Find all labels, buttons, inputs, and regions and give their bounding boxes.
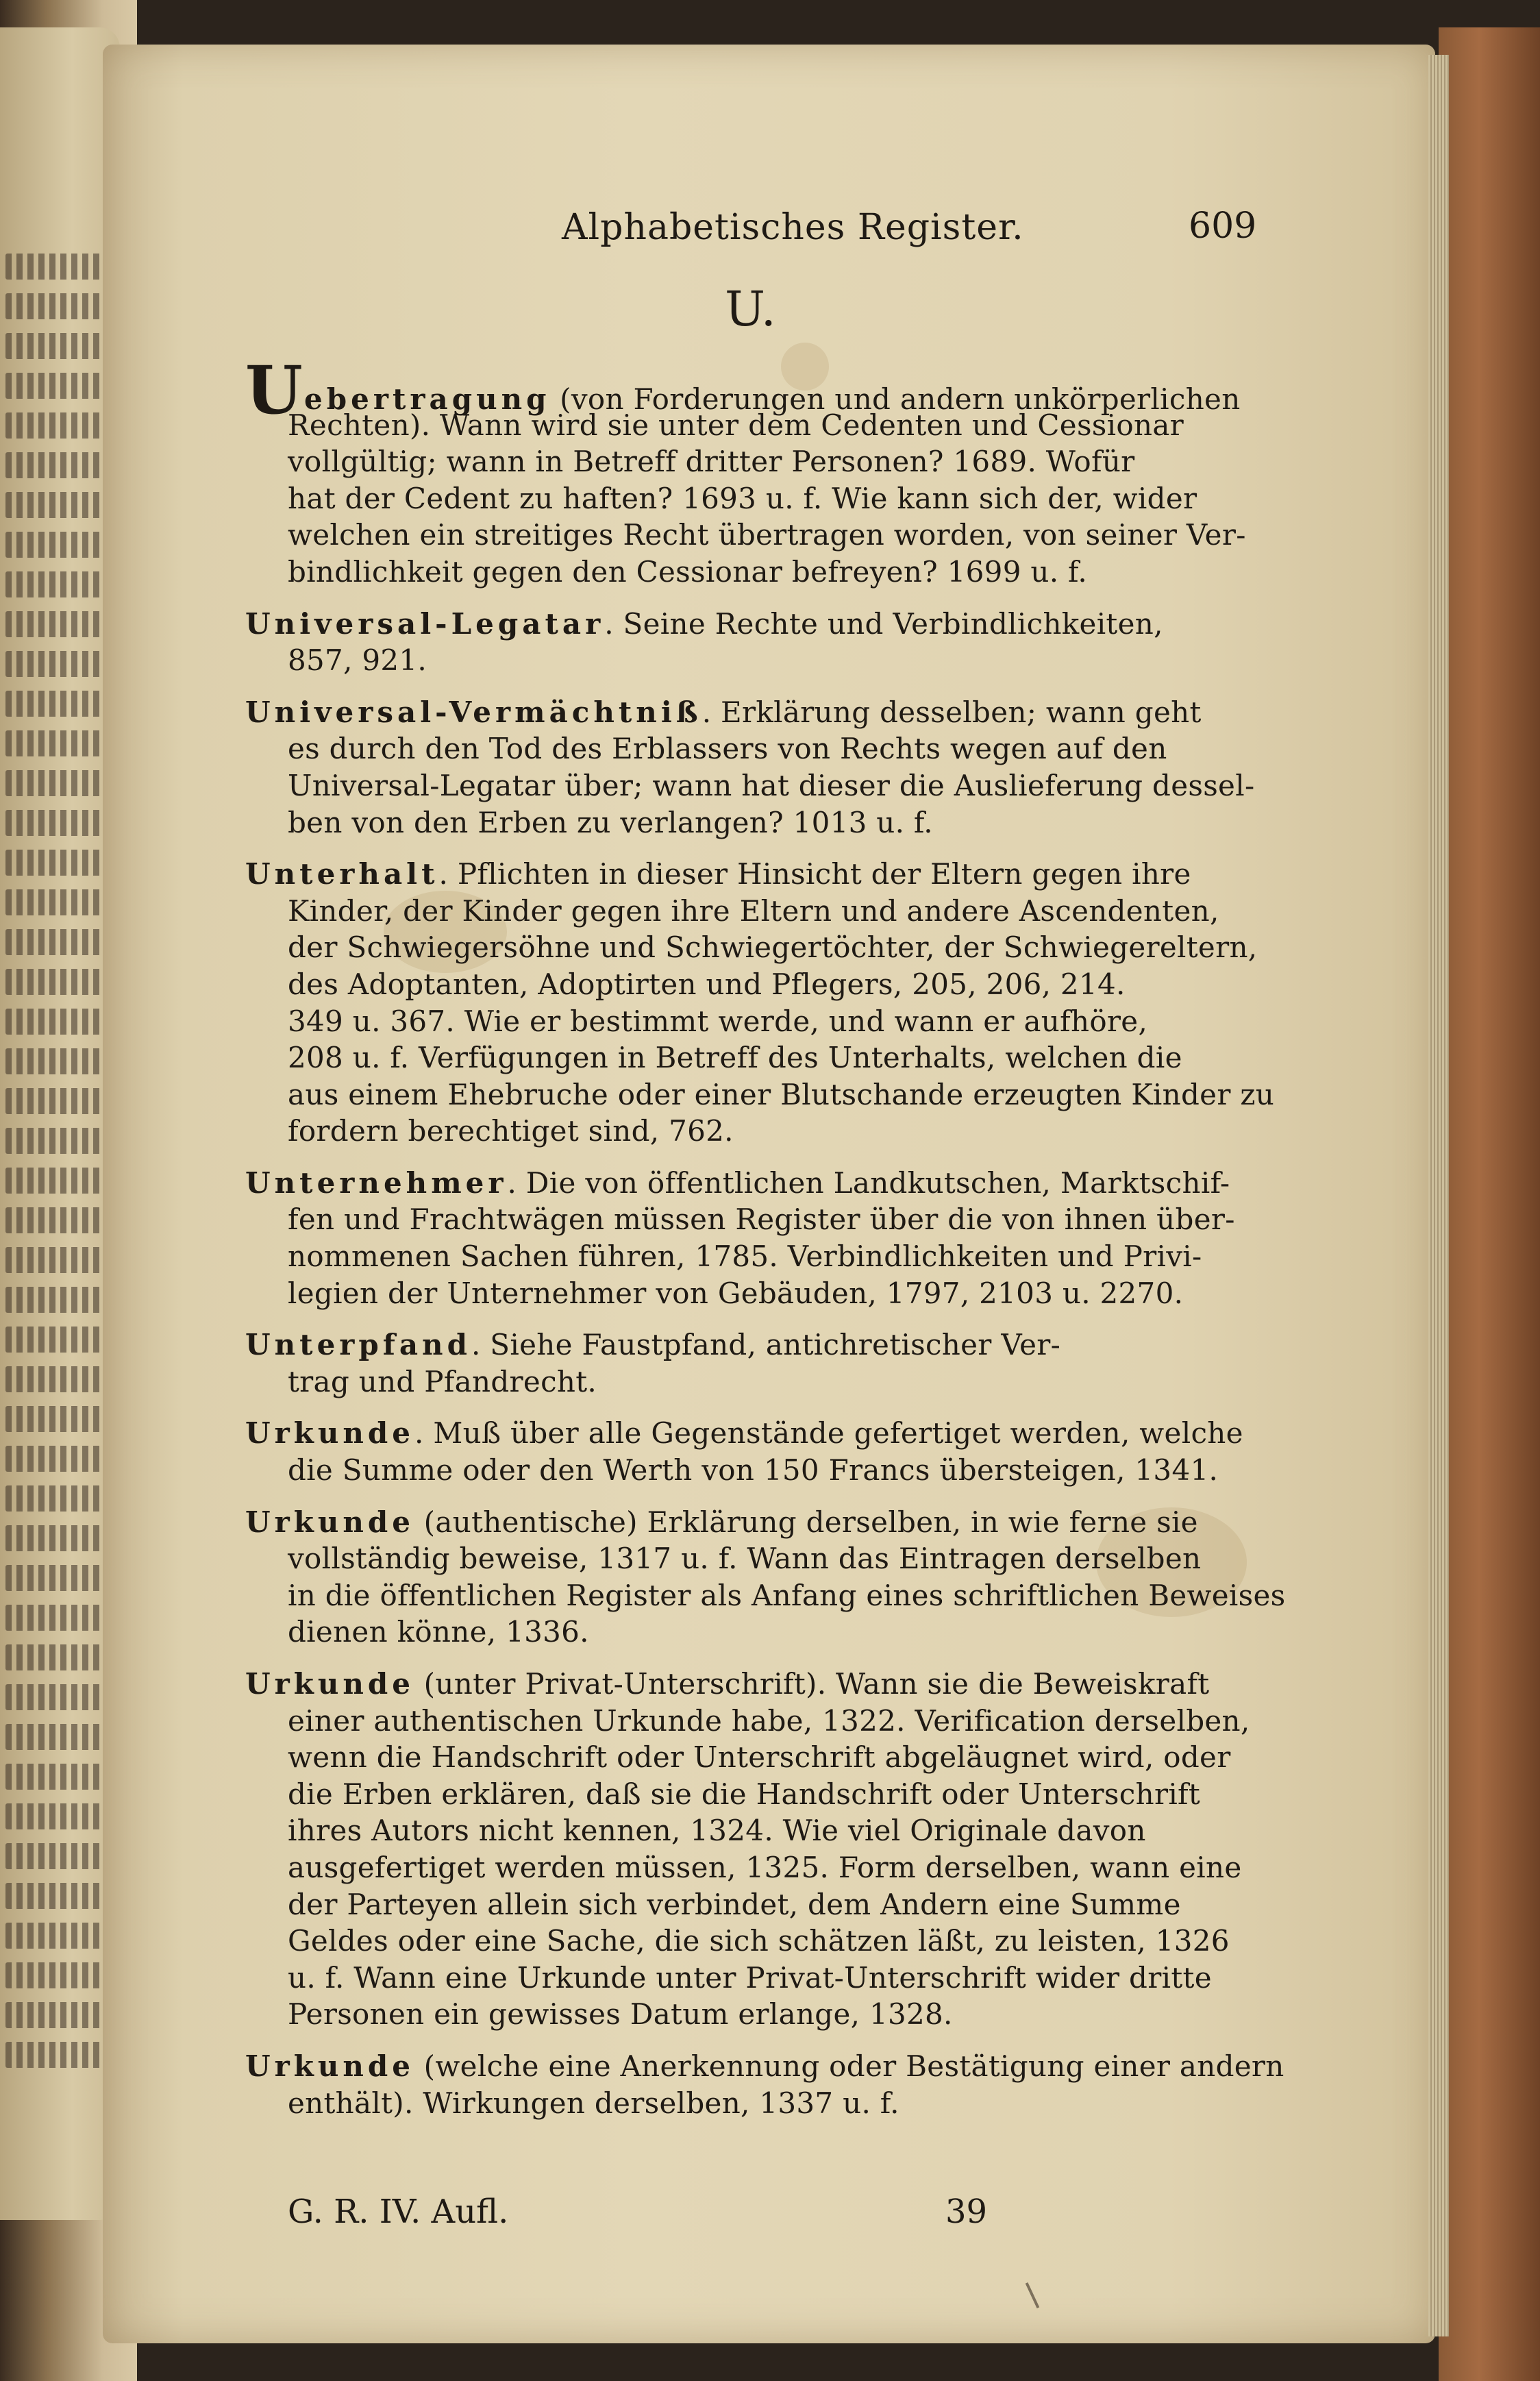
entry-first-line: Urkunde (welche eine Anerkennung oder Bestätigung einer andern <box>245 2049 1284 2083</box>
entry-line: u. f. Wann eine Urkunde unter Privat-Unterschrift wider dritte <box>288 1960 1212 1995</box>
entry-line: trag und Pfandrecht. <box>288 1364 597 1398</box>
entry-line: ihres Autors nicht kennen, 1324. Wie viel Originale davon <box>288 1814 1146 1848</box>
entry-line: die Erben erklären, daß sie die Handschrift oder Unterschrift <box>288 1777 1201 1811</box>
entry-first-line: Urkunde (authentische) Erklärung derselben, in wie ferne sie <box>245 1505 1198 1539</box>
head-word: Urkunde <box>245 2049 415 2083</box>
entry-first-line: Urkunde (unter Privat-Unterschrift). Wann sie die Beweiskraft <box>245 1667 1210 1701</box>
register-entry <box>245 694 1255 841</box>
entry-first-line: Unterpfand. Siehe Faustpfand, antichretischer Ver- <box>245 1328 1061 1362</box>
entry-first-line: Urkunde. Muß über alle Gegenstände gefertiget werden, welche <box>245 1416 1243 1451</box>
entry-line: der Schwiegersöhne und Schwiegertöchter, der Schwiegereltern, <box>288 930 1258 965</box>
head-word: Urkunde <box>245 1416 415 1451</box>
register-entry <box>245 856 1275 1150</box>
entry-line: einer authentischen Urkunde habe, 1322. Verification derselben, <box>288 1703 1250 1738</box>
head-word: Universal-Legatar <box>245 606 605 641</box>
section-heading: U. <box>725 281 776 337</box>
register-entry <box>245 606 1245 679</box>
entry-line: dienen könne, 1336. <box>288 1615 589 1649</box>
register-entries <box>245 351 1286 2136</box>
head-word: Urkunde <box>245 1505 415 1539</box>
entry-line: wenn die Handschrift oder Unterschrift abgeläugnet wird, oder <box>288 1740 1231 1775</box>
entry-line: aus einem Ehebruche oder einer Blutschande erzeugten Kinder zu <box>288 1077 1275 1111</box>
sheet-number: 39 <box>945 2193 988 2231</box>
entry-line: 208 u. f. Verfügungen in Betreff des Unterhalts, welchen die <box>288 1041 1182 1075</box>
entry-line: die Summe oder den Werth von 150 Francs übersteigen, 1341. <box>288 1453 1219 1488</box>
entry-line: Kinder, der Kinder gegen ihre Eltern und andere Ascendenten, <box>288 893 1219 928</box>
entry-line: bindlichkeit gegen den Cessionar befreyen? 1699 u. f. <box>288 554 1088 589</box>
head-word: Unterhalt <box>245 857 439 891</box>
entry-line: 857, 921. <box>288 643 427 678</box>
entry-line: fordern berechtiget sind, 762. <box>288 1114 734 1148</box>
entry-line: vollständig beweise, 1317 u. f. Wann das Eintragen derselben <box>288 1542 1202 1576</box>
entry-first-line: Universal-Legatar. Seine Rechte und Verbindlichkeiten, <box>245 606 1163 641</box>
register-entry <box>245 1327 1245 1400</box>
register-entry <box>245 1165 1245 1311</box>
entry-line: hat der Cedent zu haften? 1693 u. f. Wie kann sich der, wider <box>288 481 1197 515</box>
register-entry <box>245 1415 1245 1488</box>
entry-line: enthält). Wirkungen derselben, 1337 u. f. <box>288 2086 899 2120</box>
entry-line: welchen ein streitiges Recht übertragen worden, von seiner Ver- <box>288 518 1246 552</box>
head-word: Urkunde <box>245 1667 415 1701</box>
head-word: Universal-Vermächtniß <box>245 695 702 729</box>
head-word: Unterpfand <box>245 1328 471 1362</box>
entry-line: 349 u. 367. Wie er bestimmt werde, und wann er aufhöre, <box>288 1004 1148 1038</box>
entry-first-line: Uebertragung (von Forderungen und andern unkörperlichen <box>245 351 1241 429</box>
entry-line: ben von den Erben zu verlangen? 1013 u. f. <box>288 805 933 839</box>
entry-line: Geldes oder eine Sache, die sich schätzen läßt, zu leisten, 1326 <box>288 1924 1230 1958</box>
head-word: Unternehmer <box>245 1165 508 1200</box>
entry-first-line: Unternehmer. Die von öffentlichen Landkutschen, Marktschif- <box>245 1165 1230 1200</box>
entry-line: des Adoptanten, Adoptirten und Pflegers, 205, 206, 214. <box>288 967 1126 1001</box>
register-entry <box>245 351 1246 591</box>
page-number: 609 <box>1189 206 1257 247</box>
entry-line: in die öffentlichen Register als Anfang eines schriftlichen Beweises <box>288 1578 1286 1612</box>
register-entry <box>245 2048 1284 2121</box>
entry-line: nommenen Sachen führen, 1785. Verbindlichkeiten und Privi- <box>288 1239 1202 1274</box>
register-entry <box>245 1666 1250 2033</box>
running-header: Alphabetisches Register. <box>562 207 1024 248</box>
entry-line: fen und Frachtwägen müssen Register über die von ihnen über- <box>288 1202 1235 1237</box>
entry-first-line: Universal-Vermächtniß. Erklärung desselben; wann geht <box>245 695 1202 729</box>
entry-line: vollgültig; wann in Betreff dritter Personen? 1689. Wofür <box>288 445 1135 479</box>
entry-line: Personen ein gewisses Datum erlange, 1328. <box>288 1997 953 2032</box>
page-footer <box>288 2193 1055 2234</box>
signature-mark: G. R. IV. Aufl. <box>288 2193 509 2231</box>
entry-line: Rechten). Wann wird sie unter dem Cedenten und Cessionar <box>288 408 1184 442</box>
entry-line: ausgefertiget werden müssen, 1325. Form derselben, wann eine <box>288 1850 1242 1884</box>
entry-line: legien der Unternehmer von Gebäuden, 1797, 2103 u. 2270. <box>288 1276 1184 1310</box>
entry-line: der Parteyen allein sich verbindet, dem Andern eine Summe <box>288 1887 1181 1921</box>
entry-line: es durch den Tod des Erblassers von Rechts wegen auf den <box>288 732 1167 766</box>
entry-first-line: Unterhalt. Pflichten in dieser Hinsicht der Eltern gegen ihre <box>245 857 1191 891</box>
head-word: ebertragung <box>304 382 551 416</box>
drop-cap: U <box>245 351 303 429</box>
entry-line: Universal-Legatar über; wann hat dieser die Auslieferung dessel- <box>288 768 1255 802</box>
pencil-mark <box>1026 2282 1040 2308</box>
register-entry <box>245 1504 1286 1651</box>
